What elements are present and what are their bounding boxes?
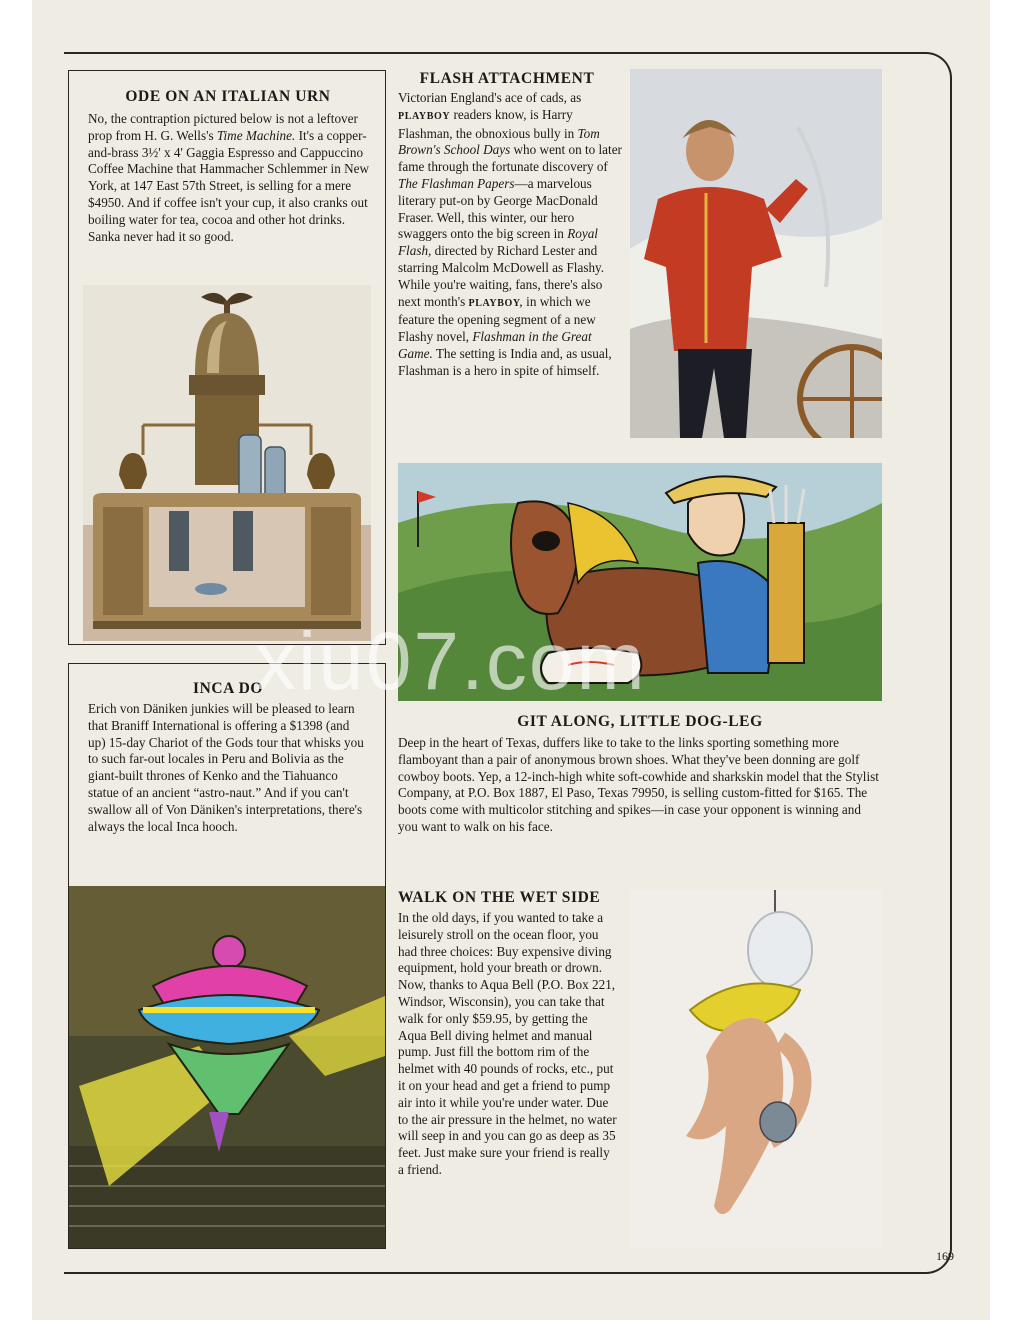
- diving-helmet-photo: [630, 890, 882, 1248]
- golf-title: GIT ALONG, LITTLE DOG-LEG: [517, 713, 763, 730]
- golfer-on-horse-illustration: [398, 463, 882, 701]
- flashman-photo: [630, 69, 882, 438]
- flash-body: Victorian England's ace of cads, as PLAYBOY readers know, is Harry Flashman, the obnoxious bully in Tom Brown's School Days who went on to later fame through the fortunate discovery of The Flashman Papers—a marvelous literary put-on by George MacDonald Fraser. Well, this winter, our hero swaggers onto the big screen in Royal Flash, directed by Richard Lester and starring Malcolm McDowell as Flashy. While you're waiting, fans, there's also next month's PLAYBOY, in which we feature the opening segment of a new Flashy novel, Flashman in the Great Game. The setting is India and, as usual, Flashman is a hero in spite of himself.: [398, 90, 622, 378]
- inca-title: INCA DO: [192, 680, 264, 697]
- golf-body: Deep in the heart of Texas, duffers like to take to the links sporting something more flamboyant than a pair of anonymous brown shoes. What they've been donning are golf cowboy boots. Yep, a 12-inch-high white soft-cowhide and sharkskin model that the Stylist Company, at P.O. Box 1887, El Paso, Texas 79950, is selling custom-fitted for $165. The boots come with multicolor stitching and spikes—in case your opponent is winning and you want to walk on his face.: [398, 735, 879, 834]
- urn-article-box: [68, 70, 386, 645]
- flash-title: FLASH ATTACHMENT: [419, 70, 595, 87]
- wet-body: In the old days, if you wanted to take a leisurely stroll on the ocean floor, you had three choices: Buy expensive diving equipment, hold your breath or drown. Now, thanks to Aqua Bell (P.O. Box 221, Windsor, Wisconsin), you can take that walk for only $59.95, by getting the Aqua Bell diving helmet and manual pump. Just fill the bottom rim of the helmet with 40 pounds of rocks, etc., put it on your head and get a friend to pump air into it while you're under water. Due to the air pressure in the helmet, no water will seep in and you can go as deep as 35 feet. Just make sure your friend is really a friend.: [398, 910, 617, 1177]
- inca-body: Erich von Däniken junkies will be pleased to learn that Braniff International is offering a $1398 (and up) 15-day Chariot of the Gods tour that whisks you to such far-out locales in Peru and Bolivia as the giant-built thrones of Kenko and the Tiahuanco statue of an ancient “astro-naut.” And if you can't swallow all of Von Däniken's interpretations, there's always the local Inca hooch.: [88, 701, 364, 834]
- watermark: xiu07.com: [255, 616, 647, 707]
- urn-title: ODE ON AN ITALIAN URN: [125, 88, 331, 105]
- espresso-machine-photo: [83, 285, 371, 641]
- page-number: 169: [936, 1249, 954, 1263]
- inca-article-box: [68, 663, 386, 1249]
- urn-body: No, the contraption pictured below is not a leftover prop from H. G. Wells's Time Machine. It's a copper-and-brass 3½' x 4' Gaggia Espresso and Cappuccino Coffee Machine that Hammacher Schlemmer in New York, at 147 East 57th Street, is selling for a mere $4950. And if coffee isn't your cup, it also cranks out boiling water for tea, cocoa and other hot drinks. Sanka never had it so good.: [88, 111, 369, 244]
- wet-title: WALK ON THE WET SIDE: [398, 889, 601, 906]
- inca-spaceship-illustration: [69, 886, 385, 1248]
